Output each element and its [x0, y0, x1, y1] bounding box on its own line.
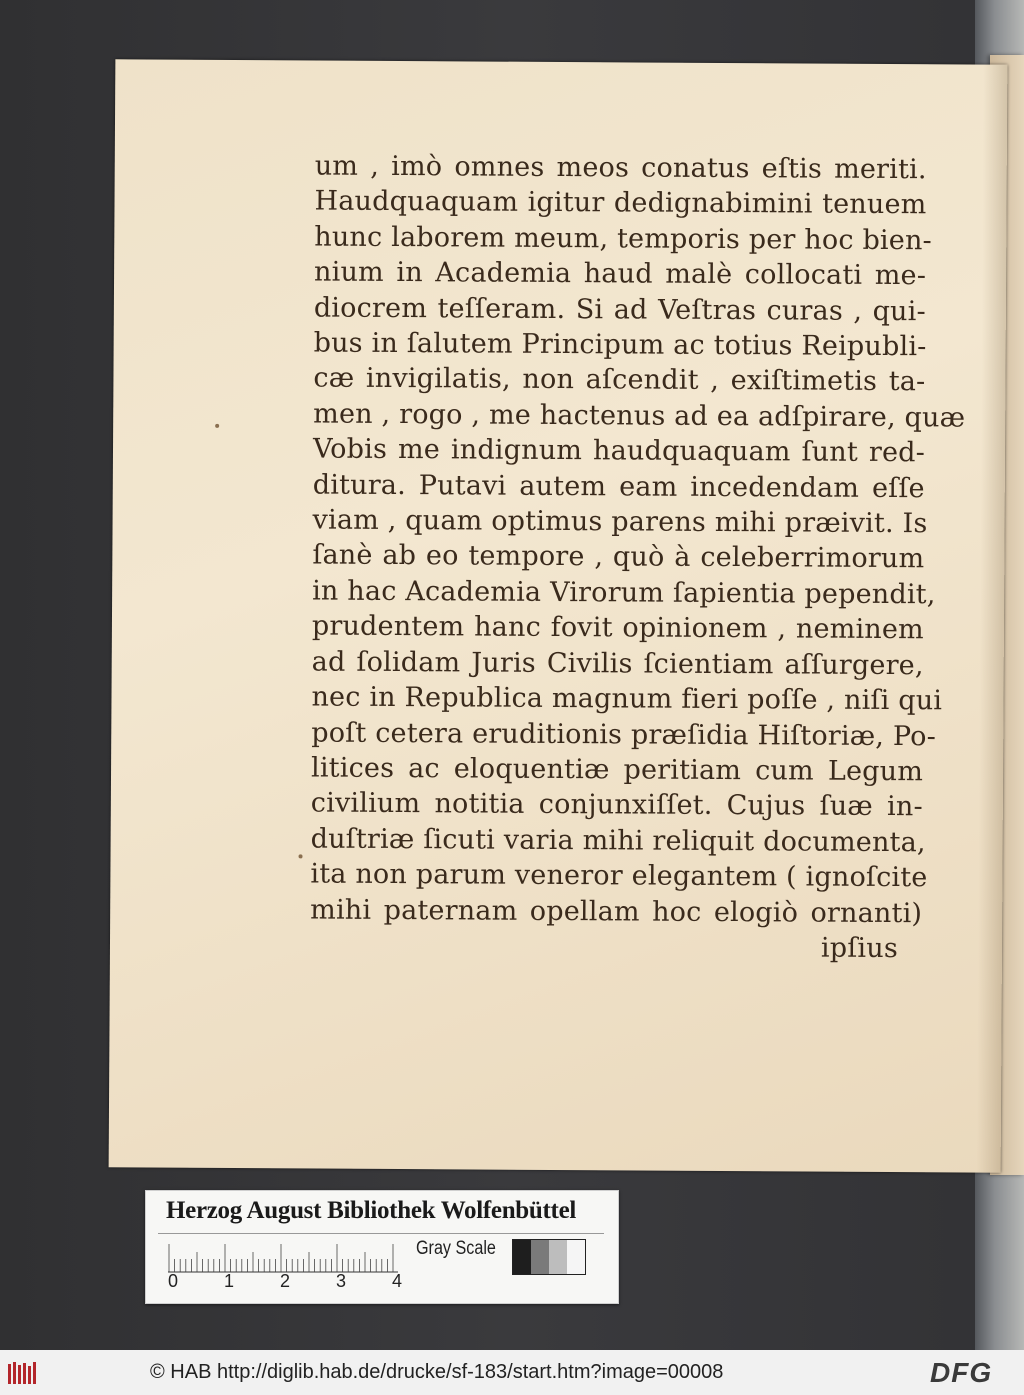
footer-bar [0, 1350, 1024, 1395]
gray-patch [549, 1240, 567, 1274]
text-line: duſtriæ ſicuti varia mihi reliquit documenta, [310, 823, 926, 858]
text-line: prudentem hanc fovit opinionem , neminem [311, 610, 925, 646]
library-label-card [145, 1190, 619, 1304]
text-line: ad ſolidam Juris Civilis ſcientiam aſſurgere, [311, 646, 924, 681]
ruler-number: 2 [280, 1271, 291, 1291]
measurement-ruler [168, 1243, 398, 1273]
text-line: poſt cetera eruditionis præſidia Hiſtoriæ, Po- [311, 716, 937, 752]
catchword: ipſius [820, 932, 899, 965]
text-line: men , rogo , me hactenus ad ea adſpirare, quæ [313, 398, 966, 434]
text-line: Vobis me indignum haudquaquam ſunt red- [312, 433, 926, 469]
gray-patch [531, 1240, 549, 1274]
ruler-number: 4 [392, 1271, 403, 1291]
ruler-numbers [146, 1271, 406, 1295]
copyright-url-text: © HAB http://diglib.hab.de/drucke/sf-183/start.htm?image=00008 [150, 1361, 724, 1383]
text-line: litices ac eloquentiæ peritiam cum Legum [310, 752, 924, 788]
text-line: hunc laborem meum, temporis per hoc bien- [314, 221, 933, 257]
text-line: cæ invigilatis, non aſcendit , exiſtimetis ta- [313, 362, 926, 398]
text-line: nec in Republica magnum fieri poſſe , niſi qui [311, 681, 943, 717]
hab-logo-icon [6, 1360, 40, 1386]
text-line: nium in Academia haud malè collocati me- [314, 256, 927, 292]
page-text [310, 149, 966, 967]
ruler-number: 0 [168, 1271, 179, 1291]
text-line: civilium notitia conjunxiſſet. Cujus ſuæ in- [310, 787, 923, 823]
book-page [109, 59, 1008, 1172]
gray-scale-label: Gray Scale [416, 1238, 496, 1259]
text-line: Haudquaquam igitur dedignabimini tenuem [314, 185, 927, 221]
text-line: in hac Academia Virorum ſapientia pependit, [312, 575, 936, 611]
library-name: Herzog August Bibliothek Wolfenbüttel [166, 1197, 577, 1224]
marginal-mark [299, 854, 303, 858]
text-line: ita non parum veneror elegantem ( ignoſcite [310, 858, 928, 894]
text-line: ſanè ab eo tempore , quò à celeberrimorum [312, 539, 925, 575]
text-line: ditura. Putavi autem eam incedendam eſſe [312, 469, 925, 504]
text-line: mihi paternam opellam hoc elogiò ornanti) [310, 894, 923, 929]
label-divider [158, 1233, 604, 1234]
gray-patch [567, 1240, 585, 1274]
dfg-logo: DFG [930, 1357, 993, 1388]
text-line: diocrem teſſeram. Si ad Veſtras curas , qui- [313, 292, 926, 327]
text-line: viam , quam optimus parens mihi præivit. Is [312, 504, 928, 540]
gray-scale-patches [512, 1239, 586, 1275]
ruler-number: 1 [224, 1271, 235, 1291]
text-line: um , imò omnes meos conatus eſtis meriti. [314, 150, 927, 186]
gray-patch [513, 1240, 531, 1274]
text-line: bus in ſalutem Principum ac totius Reipubli- [313, 327, 927, 363]
ruler-number: 3 [336, 1271, 347, 1291]
marginal-mark [215, 424, 219, 428]
